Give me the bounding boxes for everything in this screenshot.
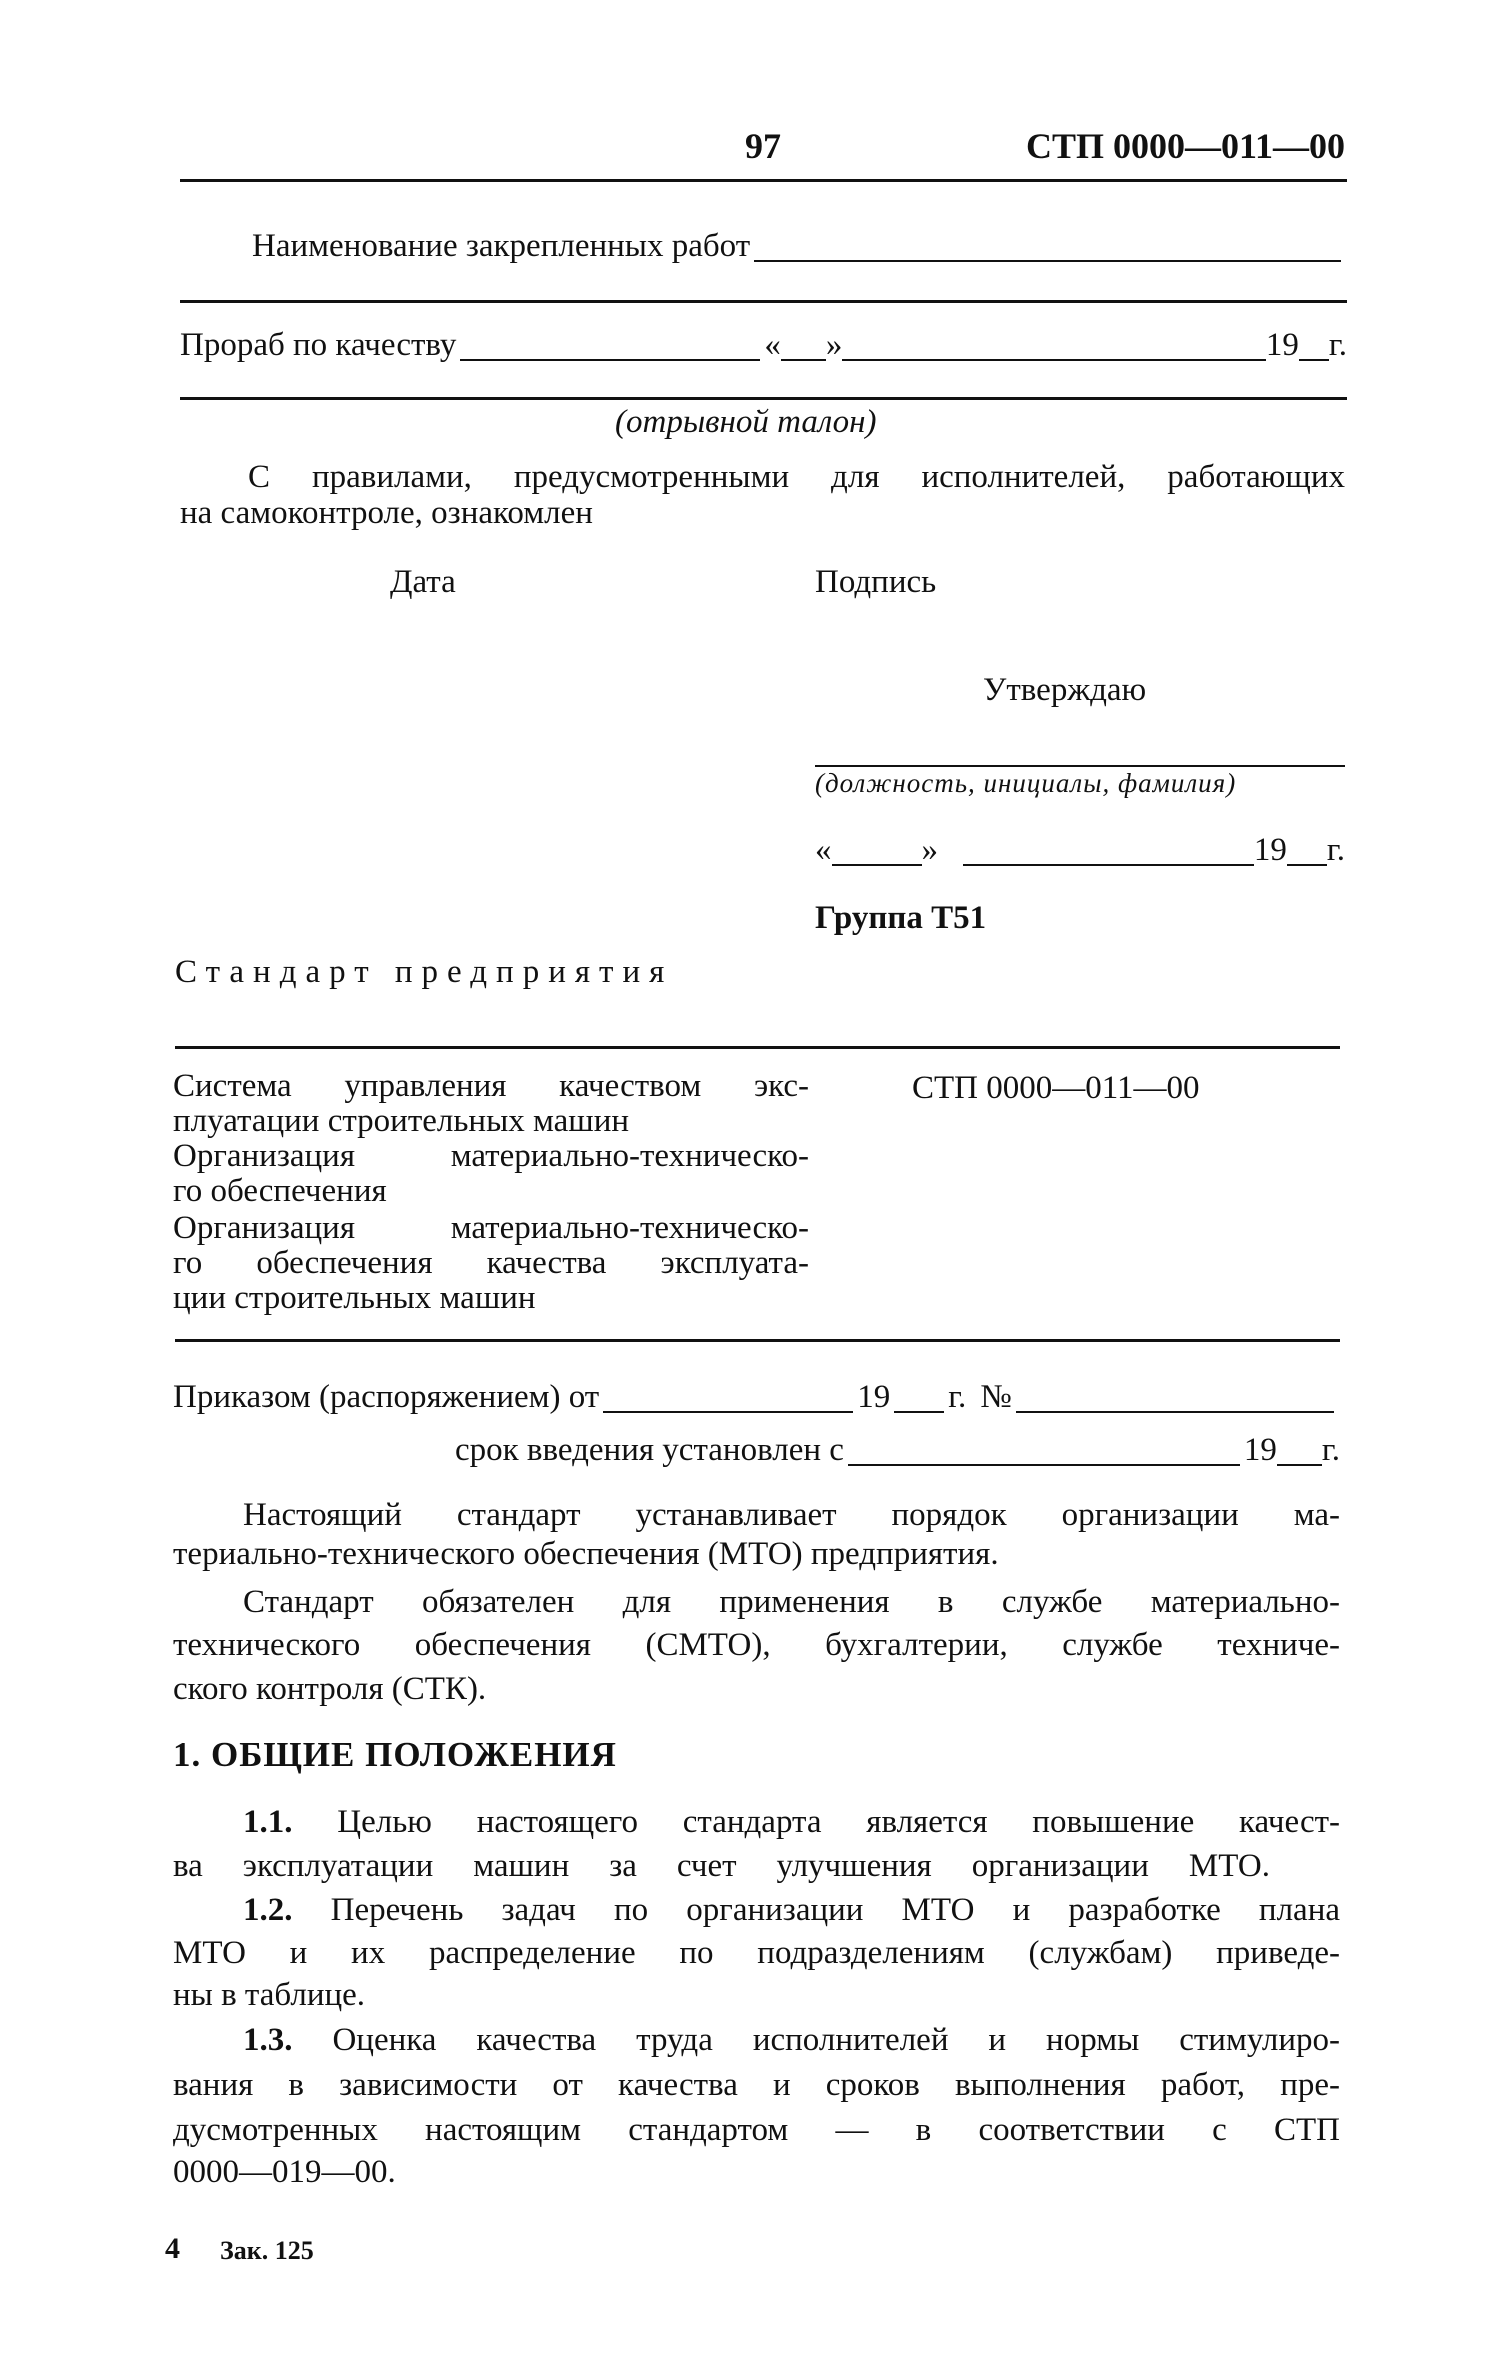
year-blank[interactable] — [894, 1411, 944, 1413]
year-prefix: 19 — [857, 1379, 891, 1415]
ack-line: С правилами, предусмотренными для исполнителей, работающих — [248, 459, 1345, 495]
item-number: 1.3. — [243, 2022, 293, 2058]
title-rule-bottom — [175, 1339, 1340, 1342]
title-rule-top — [175, 1046, 1340, 1049]
approval-date-row — [815, 830, 1345, 870]
year-blank[interactable] — [1287, 864, 1327, 866]
item-line — [243, 1890, 1340, 1930]
month-blank[interactable] — [842, 359, 1266, 361]
order-number-blank[interactable] — [1016, 1411, 1334, 1413]
intro-line: ского контроля (СТК). — [173, 1671, 487, 1707]
header-doc-code: СТП 0000—011—00 — [1025, 126, 1345, 166]
ack-line: на самоконтроле, ознакомлен — [180, 495, 593, 531]
date-label: Дата — [390, 564, 456, 600]
assigned-work-row — [252, 226, 1345, 266]
foreman-label: Прораб по качеству — [180, 327, 457, 363]
item-line: МТО и их распределение по подразделениям (службам) приведе- — [173, 1935, 1340, 1971]
intro-line: Стандарт обязателен для применения в службе материально- — [243, 1584, 1340, 1620]
foreman-row — [180, 325, 1347, 365]
month-blank[interactable] — [963, 864, 1254, 866]
item-line — [243, 1802, 1340, 1842]
approve-label: Утверждаю — [983, 672, 1147, 708]
standard-code: СТП 0000—011—00 — [912, 1070, 1200, 1106]
tear-off-rule — [180, 397, 1347, 400]
page-number: 97 — [745, 126, 781, 166]
quote-close: » — [921, 832, 938, 868]
item-line: дусмотренных настоящим стандартом — в соответствии с СТП — [173, 2112, 1340, 2148]
intro-line: технического обеспечения (СМТО), бухгалтерии, службе техниче- — [173, 1627, 1340, 1663]
standard-title-line: плуатации строительных машин — [173, 1103, 630, 1139]
assigned-work-label: Наименование закрепленных работ — [252, 228, 751, 264]
standard-title-line: Организация материально-техническо- — [173, 1138, 809, 1174]
foreman-name-blank[interactable] — [460, 359, 760, 361]
intro-line: териально-технического обеспечения (МТО) предприятия. — [173, 1536, 999, 1572]
standard-title-line: ции строительных машин — [173, 1280, 536, 1316]
section-heading: 1. ОБЩИЕ ПОЛОЖЕНИЯ — [173, 1735, 617, 1774]
tear-off-caption: (отрывной талон) — [615, 404, 877, 440]
order-date-blank[interactable] — [603, 1411, 853, 1413]
item-text: Целью настоящего стандарта является повышение качест- — [337, 1804, 1340, 1840]
year-suffix: г. — [1328, 327, 1347, 363]
item-line: вания в зависимости от качества и сроков выполнения работ, пре- — [173, 2067, 1340, 2103]
year-blank[interactable] — [1299, 359, 1329, 361]
item-text: Оценка качества труда исполнителей и нормы стимулиро- — [332, 2022, 1340, 2058]
quote-open: « — [764, 327, 781, 363]
approver-caption: (должность, инициалы, фамилия) — [815, 768, 1237, 798]
item-line: 0000—019—00. — [173, 2154, 396, 2190]
year-suffix: г. — [1326, 832, 1345, 868]
group-label: Группа Т51 — [815, 900, 987, 936]
year-suffix: г. — [1321, 1432, 1340, 1468]
day-blank[interactable] — [781, 359, 826, 361]
item-number: 1.1. — [243, 1804, 293, 1840]
quote-open: « — [815, 832, 832, 868]
standard-title-line: го обеспечения качества эксплуата- — [173, 1245, 809, 1281]
item-line: ва эксплуатации машин за счет улучшения организации МТО. — [173, 1848, 1270, 1884]
day-blank[interactable] — [832, 864, 922, 866]
standard-title-line: Система управления качеством экс- — [173, 1068, 809, 1104]
year-suffix: г. — [948, 1379, 967, 1415]
assigned-work-blank[interactable] — [754, 260, 1341, 262]
year-blank[interactable] — [1277, 1464, 1322, 1466]
order-label: Приказом (распоряжением) от — [173, 1379, 600, 1415]
footer-order: Зак. 125 — [220, 2236, 314, 2265]
item-line — [243, 2020, 1340, 2060]
standard-title-line: го обеспечения — [173, 1173, 387, 1209]
standard-type: Стандарт предприятия — [175, 954, 674, 990]
year-prefix: 19 — [1265, 327, 1299, 363]
order-number-label: № — [980, 1379, 1012, 1415]
term-label: срок введения установлен с — [455, 1432, 844, 1468]
item-line: ны в таблице. — [173, 1977, 366, 2013]
item-text: Перечень задач по организации МТО и разработке плана — [330, 1892, 1340, 1928]
intro-line: Настоящий стандарт устанавливает порядок организации ма- — [243, 1497, 1340, 1533]
term-row — [455, 1430, 1340, 1470]
year-prefix: 19 — [1253, 832, 1287, 868]
approver-line[interactable] — [815, 765, 1345, 767]
order-row — [173, 1377, 1338, 1417]
header-rule — [180, 179, 1347, 182]
footer-sheet: 4 — [165, 2232, 180, 2265]
item-number: 1.2. — [243, 1892, 293, 1928]
term-date-blank[interactable] — [848, 1464, 1240, 1466]
quote-close: » — [825, 327, 843, 363]
form-rule — [180, 300, 1347, 303]
signature-label: Подпись — [815, 564, 937, 600]
standard-title-line: Организация материально-техническо- — [173, 1210, 809, 1246]
year-prefix: 19 — [1243, 1432, 1277, 1468]
